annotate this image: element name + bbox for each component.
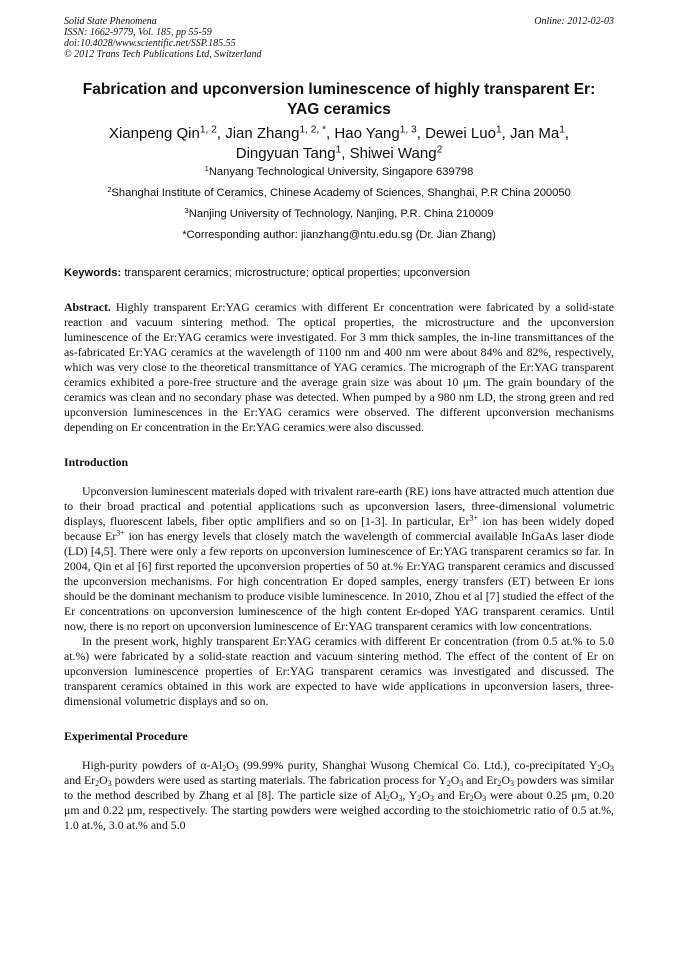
text-run: Upconversion luminescent materials doped with trivalent rare-earth (RE) ions have attracted much attention due to their broad practical and potential applications such as upconversion lasers, three-dimensional volumetric displays, fluorescent labels, fiber optic amplifiers and so on [1-3]. In particular, Er [64, 484, 614, 528]
text-run: O [99, 773, 108, 787]
subscript: 2 [385, 794, 390, 803]
copyright-line: © 2012 Trans Tech Publications Ltd, Switzerland [64, 49, 262, 60]
issn-line: ISSN: 1662-9779, Vol. 185, pp 55-59 [64, 27, 212, 38]
text-run: O [473, 788, 483, 802]
subscript: 2 [497, 779, 502, 788]
author-affil-mark: 1 [495, 124, 502, 136]
abstract-text: Highly transparent Er:YAG ceramics with different Er concentration were fabricated by a solid-state reaction and vacuum sintering method. The optical properties, the microstructure and the upconversion luminescence of the Er:YAG ceramics were investigated. For 3 mm thick samples, the in-line transmittances of the as-fabricated Er:YAG ceramics at the wavelength of 1100 nm and 400 nm were about 84% and 82%, respectively, which was very close to the theoretical transmittance of YAG ceramics. The micrograph of the Er:YAG transparent ceramics exhibited a pore-free structure and the average grain size was about 10 μm. The grain boundary of the ceramics was clean and no secondary phase was detected. When pumped by a 980 nm LD, the strong green and red upconversion luminescences in the Er:YAG ceramics were observed. The different upconversion mechanisms depending on Er concentration in the Er:YAG ceramics were also discussed. [64, 300, 614, 434]
title-line-2: YAG ceramics [287, 101, 391, 118]
subscript: 3 [429, 794, 434, 803]
text-run: and Er [463, 773, 498, 787]
text-run: O [226, 758, 235, 772]
subscript: 3 [459, 779, 464, 788]
introduction-paragraph-2: In the present work, highly transparent Er:YAG ceramics with different Er concentration (from 0.5 at.% to 5.0 at.%) were fabricated by a solid-state reaction and vacuum sintering method. The effect of the content of Er on upconversion luminescence properties of Er:YAG transparent ceramics was investigated and discussed. The transparent ceramics obtained in this work are expected to have wide applications in upconversion lasers, three-dimensional volumetric displays and so on. [64, 634, 614, 708]
experimental-paragraph-1 [64, 758, 614, 833]
text-run: powders were used as starting materials. The fabrication process for Y [111, 773, 447, 787]
affiliation [64, 205, 614, 221]
subscript: 2 [95, 779, 100, 788]
author-line-1: Xianpeng Qin$^{1, 2}$, Jian Zhang$^{1, 2, *}$, Hao Yang$^{1, 3}$, Dewei Luo$^1$, Jan Ma$^1$, [108, 124, 570, 142]
author-affil-mark: 1, 2, * [299, 124, 327, 136]
affil-mark: 1 [204, 163, 209, 173]
subscript: 3 [107, 779, 112, 788]
superscript: 3+ [469, 513, 478, 523]
subscript: 2 [446, 779, 451, 788]
author: Xianpeng Qin [108, 125, 200, 142]
superscript: 3+ [116, 528, 125, 538]
journal-header [64, 16, 262, 60]
text-run: , Y [402, 788, 418, 802]
text-run: O [389, 788, 399, 802]
author: Dewei Luo [425, 125, 496, 142]
text-run: O [501, 773, 510, 787]
section-heading-introduction: Introduction [64, 455, 129, 469]
paper-body [64, 300, 614, 833]
subscript: 3 [609, 764, 614, 773]
text-run: (99.99% purity, Shanghai Wusong Chemical Co. Ltd.), co-precipitated Y [238, 758, 598, 772]
author-affil-mark: 1, 2 [199, 124, 217, 136]
online-date: Online: 2012-02-03 [534, 16, 614, 27]
doi-line: doi:10.4028/www.scientific.net/SSP.185.55 [64, 38, 236, 49]
author: Jan Ma [509, 125, 560, 142]
paper-title [64, 80, 614, 120]
author-line-2: Dingyuan Tang$^1$, Shiwei Wang$^2$ [235, 144, 443, 162]
subscript: 2 [469, 794, 474, 803]
title-line-1: Fabrication and upconversion luminescence of highly transparent Er: [82, 81, 596, 98]
affiliation [64, 184, 614, 200]
abstract-label: Abstract. [64, 300, 111, 314]
text-run: O [601, 758, 610, 772]
keywords [64, 266, 614, 280]
author: Shiwei Wang [349, 145, 437, 162]
subscript: 2 [417, 794, 422, 803]
text-run: O [450, 773, 460, 787]
affil-text: Nanyang Technological University, Singapore 639798 [208, 166, 474, 178]
introduction-paragraph-1 [64, 484, 614, 634]
text-run: High-purity powders of α-Al [82, 758, 223, 772]
keywords-text: transparent ceramics; microstructure; optical properties; upconversion [124, 267, 471, 279]
author-list [64, 124, 614, 164]
affil-text: Shanghai Institute of Ceramics, Chinese Academy of Sciences, Shanghai, P.R China 200050 [111, 187, 571, 199]
author-affil-mark: 1, 3 [399, 124, 417, 136]
author: Hao Yang [334, 125, 400, 142]
subscript: 3 [234, 764, 239, 773]
affil-mark: 2 [107, 184, 112, 194]
author-affil-mark: 2 [436, 144, 443, 156]
affiliation [64, 163, 614, 179]
keywords-label: Keywords: [64, 267, 122, 279]
section-heading-experimental: Experimental Procedure [64, 729, 188, 743]
affil-mark: 3 [184, 205, 189, 215]
author-affil-mark: 1 [559, 124, 565, 136]
author: Jian Zhang [225, 125, 300, 142]
text-run: and Er [64, 773, 96, 787]
text-run: were about 0.25 μm, 0.20 μm and 0.22 μm, respectively. The starting powders were weighed according to the stoichiometric ratio of 0.5 at.%, 1.0 at.%, 3.0 at.% and 5.0 [64, 788, 614, 832]
corresponding-author [64, 229, 614, 242]
text-run: powders was similar to the method described by Zhang et al [8]. The particle size of Al [64, 773, 614, 802]
corresponding-text: *Corresponding author: jianzhang@ntu.edu.sg (Dr. Jian Zhang) [182, 229, 496, 241]
subscript: 2 [597, 764, 602, 773]
text-run: ion has been widely doped because Er [64, 514, 614, 543]
text-run: O [421, 788, 430, 802]
subscript: 3 [398, 794, 403, 803]
subscript: 3 [509, 779, 514, 788]
affil-text: Nanjing University of Technology, Nanjing, P.R. China 210009 [188, 208, 494, 220]
abstract [64, 300, 614, 435]
text-run: ion has energy levels that closely match the wavelength of commercial available InGaAs laser diode (LD) [4,5]. There were only a few reports on upconversion luminescence of Er:YAG transparent ceramics so far. In 2004, Qin et al [6] first reported the upconversion properties of 50 at.% Er:YAG transparent ceramics and discussed the upconversion mechanisms. For high concentration Er doped samples, energy transfers (ET) between Er ions should be the dominant mechanism to produce visible luminescence. In 2010, Zhou et al [7] studied the effect of the Er concentrations on upconversion luminescence of the high content Er-doped YAG transparent ceramics. Until now, there is no report on upconversion luminescence of Er:YAG transparent ceramics with low concentrations. [64, 529, 615, 633]
affiliation-list [64, 163, 614, 250]
journal-name: Solid State Phenomena [64, 16, 157, 27]
subscript: 3 [482, 794, 487, 803]
author: Dingyuan Tang [235, 145, 336, 162]
text-run: and Er [433, 788, 470, 802]
author-affil-mark: 1 [335, 144, 342, 156]
subscript: 2 [222, 764, 227, 773]
